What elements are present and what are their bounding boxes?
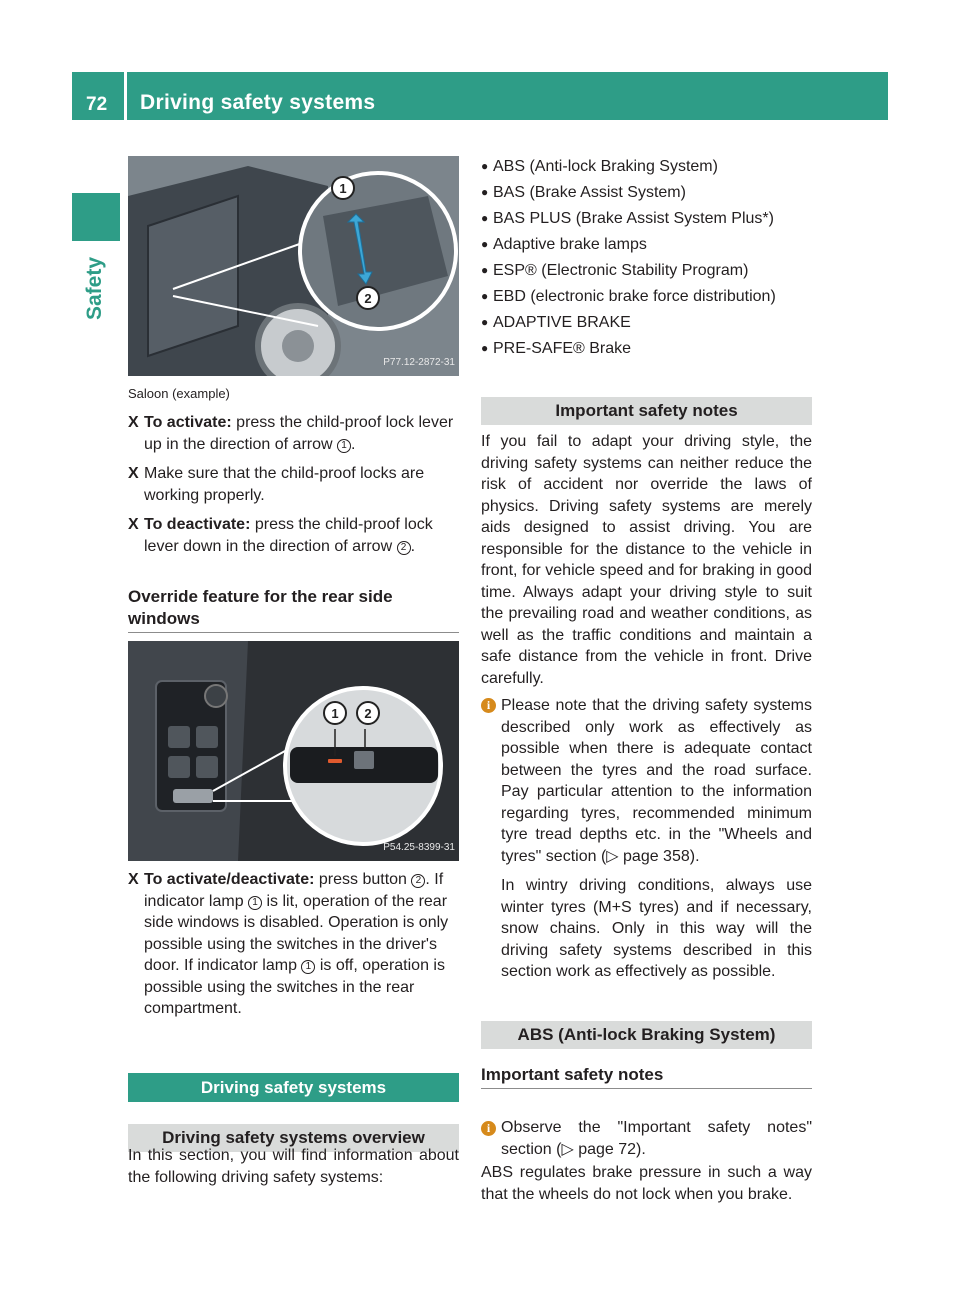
number-circle-icon: 1 [337,439,351,453]
info-note-winter: In wintry driving conditions, always use winter tyres (M+S tyres) and if necessary, snow chains. Only in this way will the driving safety systems described in this section work as effectively as possible. [501,877,812,980]
override-heading: Override feature for the rear side windows [128,586,459,633]
step-end: . [351,435,356,453]
page-title: Driving safety systems [140,91,376,114]
svg-text:2: 2 [364,291,372,306]
step-toggle [128,869,459,1020]
list-item [481,156,718,178]
section-heading-green: Driving safety systems [128,1073,459,1102]
list-item-label: Adaptive brake lamps [493,236,647,253]
step-text: press the child-proof lock lever up in the direction of arrow [144,414,454,453]
step-text: Make sure that the child-proof locks are working properly. [144,465,425,504]
step-activate [128,412,459,455]
photo-code: P54.25-8399-31 [383,841,455,853]
step-text: press button [314,871,412,888]
list-item-label: ESP® (Electronic Stability Program) [493,262,749,279]
list-item-label: BAS (Brake Assist System) [493,184,686,201]
list-item [481,338,631,360]
bullet-icon: ● [481,159,489,173]
bullet-icon: ● [481,341,489,355]
step-text: is lit, operation of the rear side windows is disabled. Operation is only possible using the switches in the driver's door. If indicator lamp [144,892,449,974]
list-item [481,260,748,282]
number-circle-icon: 1 [248,896,262,910]
header-divider [124,72,127,120]
svg-text:1: 1 [331,706,339,721]
svg-text:2: 2 [364,706,372,721]
bullet-icon: ● [481,237,489,251]
bullet-icon: ● [481,185,489,199]
photo-caption: Saloon (example) [128,386,230,401]
info-note-abs: Observe the "Important safety notes" section (▷ page 72). [501,1119,812,1158]
svg-text:1: 1 [339,181,347,196]
door-photo [128,156,459,376]
photo-code: P77.12-2872-31 [383,356,455,368]
step-marker-icon: X [128,465,139,482]
page-number: 72 [86,94,108,115]
list-item-label: PRE-SAFE® Brake [493,340,632,357]
info-icon: i [481,698,496,713]
switch-panel-photo [128,641,459,861]
step-text: is off, operation is possible using the switches in the rear compartment. [144,957,445,1017]
important-notes-paragraph: If you fail to adapt your driving style, the driving safety systems can neither reduce the risk of accident nor override the laws of physics. Driving safety systems are merely aids designed to assist driving. You are responsible for the distance to the vehicle in front, for vehicle speed and for braking in good time. Always adapt your driving style to suit the prevailing road and weather conditions, as well as the traffic conditions and maintain a safe distance from the vehicle in front. Drive carefully. [481,433,812,687]
step-end: . [410,537,416,555]
abs-heading: ABS (Anti-lock Braking System) [481,1021,812,1049]
list-item-label: ADAPTIVE BRAKE [493,314,631,331]
list-item [481,312,631,334]
side-tab-marker [72,193,120,241]
step-bold: To deactivate: [144,516,251,533]
intro-paragraph: In this section, you will find information about the following driving safety systems: [128,1147,459,1186]
step-bold: To activate/deactivate: [144,871,315,888]
important-notes-heading: Important safety notes [481,397,812,425]
side-tab-label: Safety [83,256,106,320]
list-item [481,182,686,204]
number-circle-icon: 2 [397,541,411,555]
number-circle-icon: 1 [301,960,315,974]
bullet-icon: ● [481,315,489,329]
list-item [481,286,776,308]
door-illustration [128,156,459,376]
list-item-label: BAS PLUS (Brake Assist System Plus*) [493,210,774,227]
step-marker-icon: X [128,414,139,431]
abs-subheading: Important safety notes [481,1064,812,1089]
step-deactivate [128,514,459,557]
info-icon: i [481,1121,496,1136]
step-text: . If indicator lamp [144,871,444,910]
bullet-icon: ● [481,211,489,225]
abs-paragraph: ABS regulates brake pressure in such a way that the wheels do not lock when you brake. [481,1164,812,1203]
bullet-icon: ● [481,289,489,303]
list-item-label: EBD (electronic brake force distribution) [493,288,776,305]
step-marker-icon: X [128,871,139,888]
list-item-label: ABS (Anti-lock Braking System) [493,158,718,175]
bullet-icon: ● [481,263,489,277]
number-circle-icon: 2 [411,874,425,888]
switch-illustration [128,641,459,861]
info-note-tyres: Please note that the driving safety systems described only work as effectively as possible when there is adequate contact between the tyres and the road surface. Pay particular attention to the information regarding tyres, recommended minimum tyre tread depths etc. in the "Wheels and tyres" section (▷ page 358). [501,697,812,865]
step-text: press the child-proof lock lever down in the direction of arrow [144,516,433,555]
step-check [128,463,459,506]
step-marker-icon: X [128,516,139,533]
list-item [481,234,647,256]
step-bold: To activate: [144,414,232,431]
section-heading-grey: Driving safety systems overview [128,1124,459,1152]
list-item [481,208,774,230]
